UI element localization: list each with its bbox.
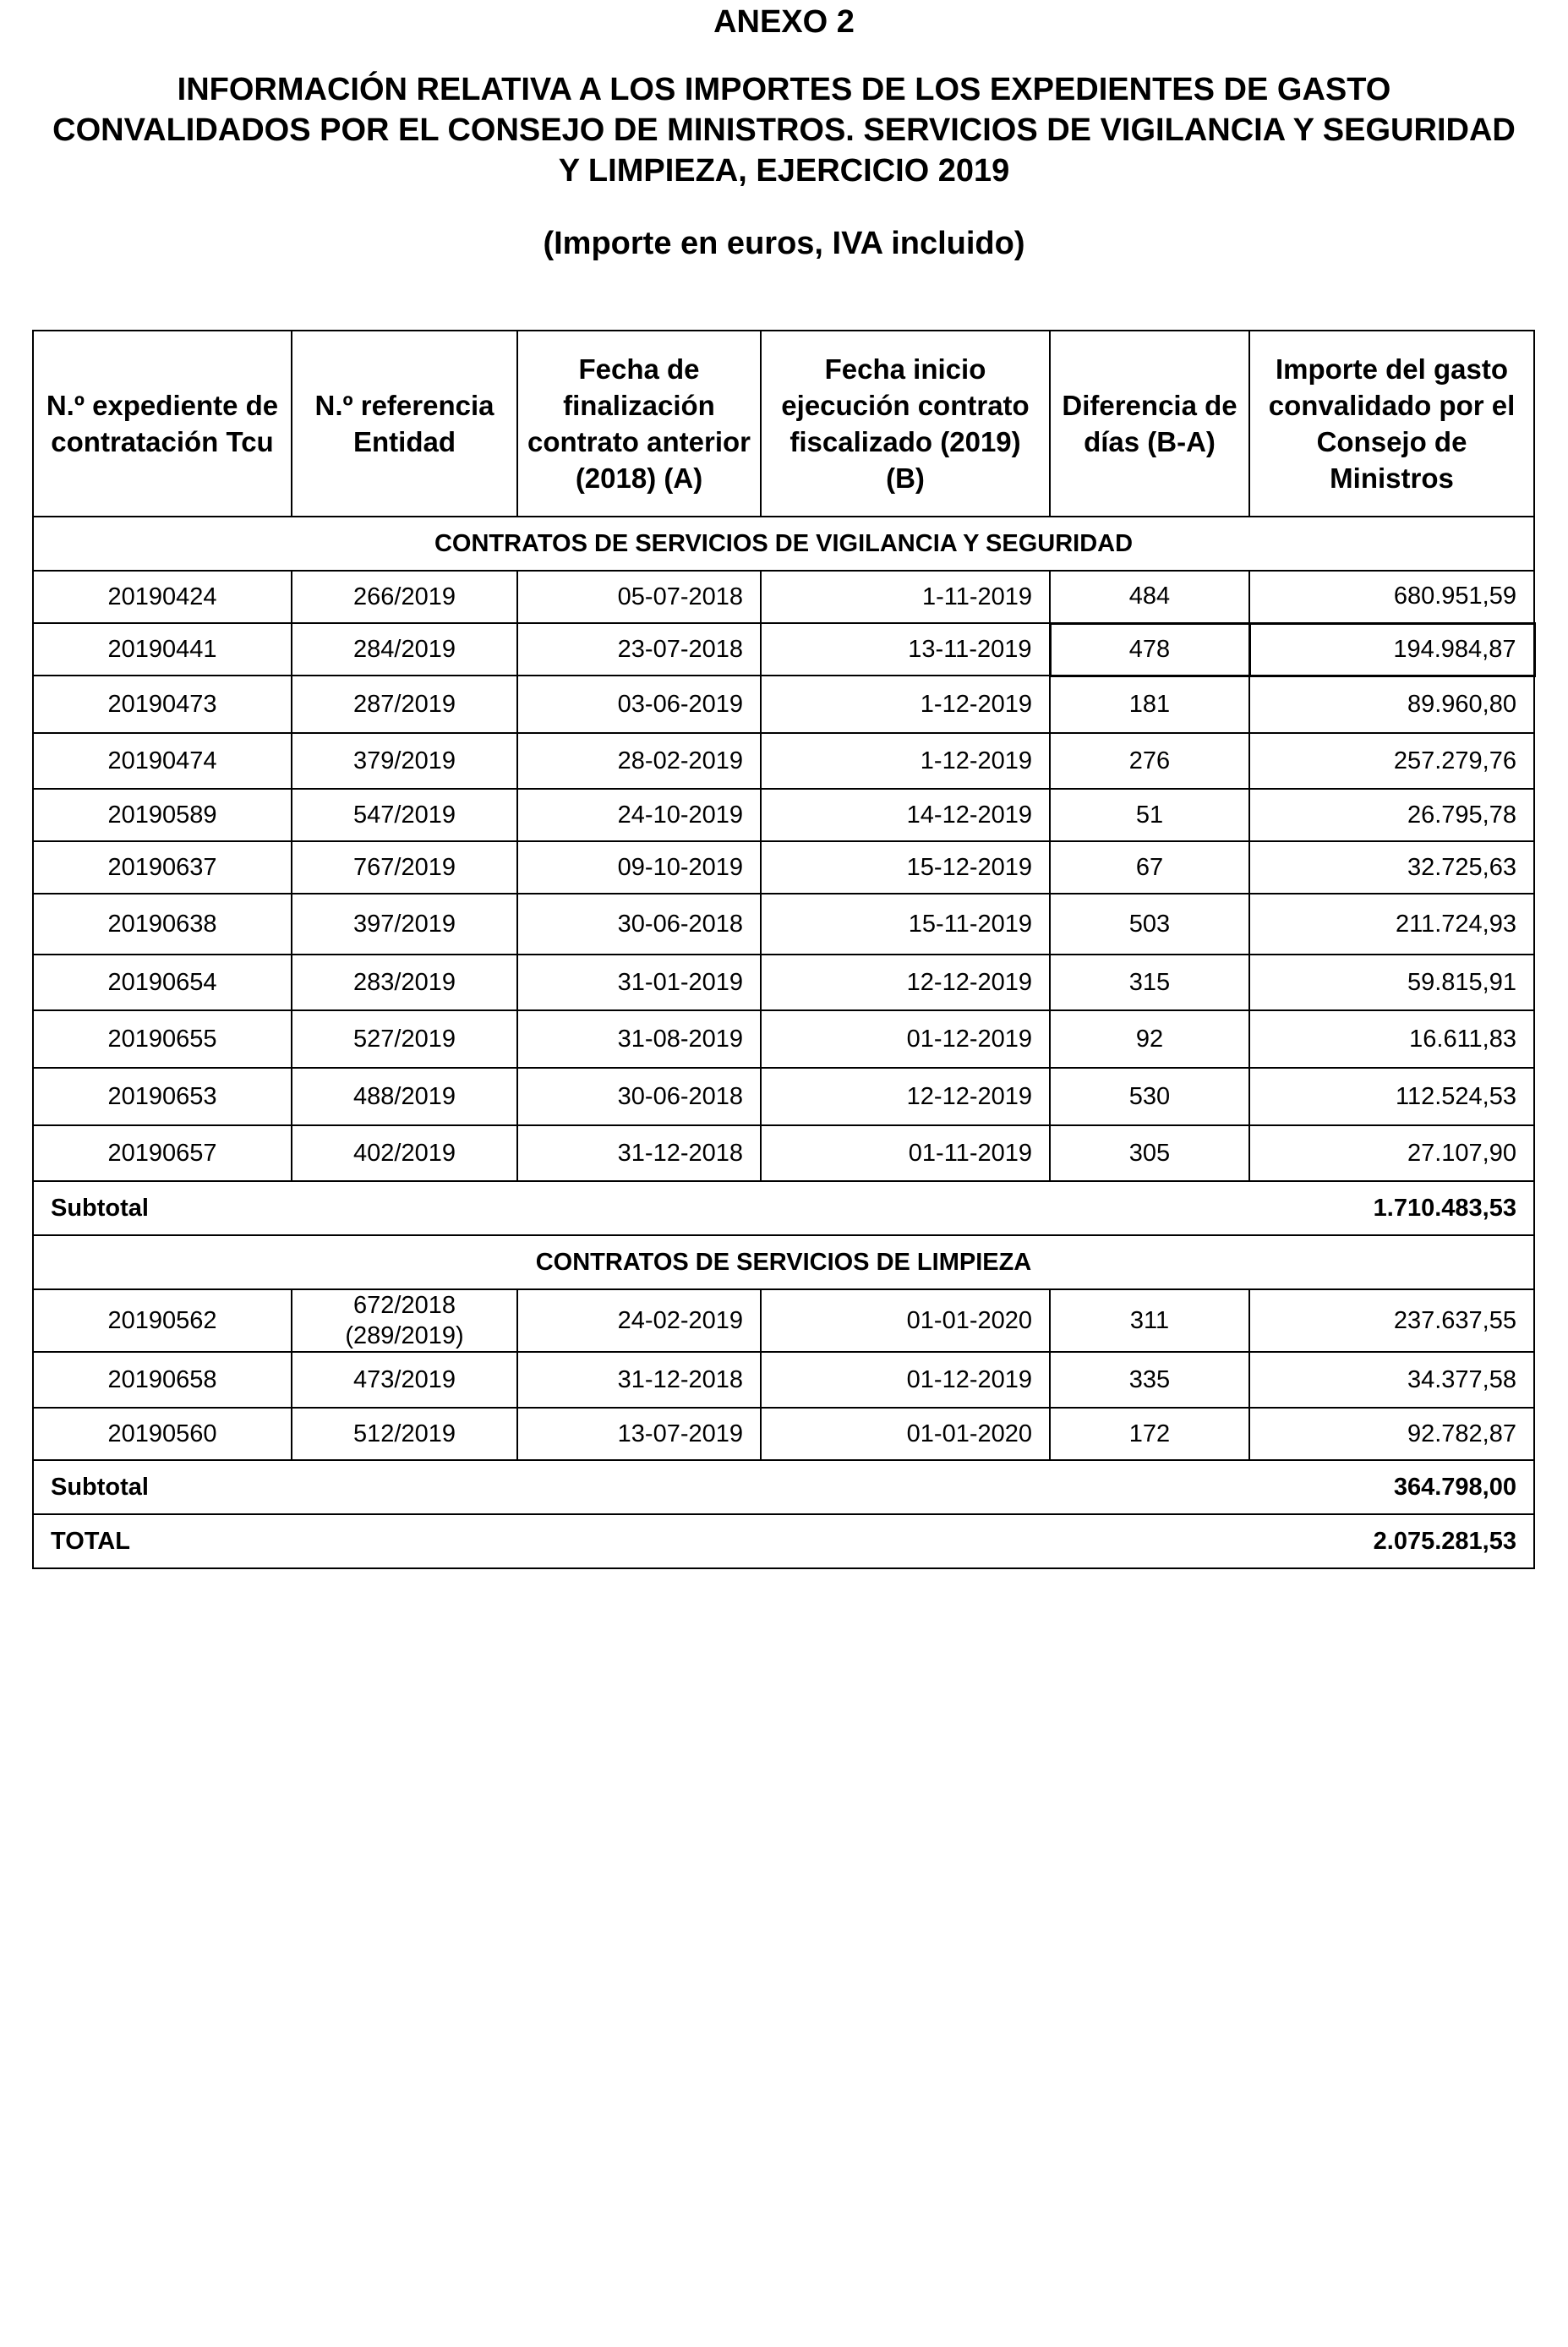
annex-title: ANEXO 2 <box>713 4 855 40</box>
table-row <box>33 571 1534 623</box>
table-row <box>33 1408 1534 1460</box>
table-row <box>33 733 1534 789</box>
cell-diferencia-dias: 335 <box>1050 1352 1249 1408</box>
cell-expediente: 20190657 <box>33 1125 292 1181</box>
cell-fecha-fin: 31-12-2018 <box>517 1352 761 1408</box>
cell-diferencia-dias: 276 <box>1050 733 1249 789</box>
cell-fecha-fin: 24-02-2019 <box>517 1289 761 1352</box>
section-heading-row <box>33 517 1534 571</box>
cell-referencia: 287/2019 <box>292 676 517 733</box>
subtotal-row <box>33 1181 1534 1235</box>
cell-diferencia-dias: 478 <box>1050 623 1249 676</box>
cell-expediente: 20190658 <box>33 1352 292 1408</box>
table-row <box>33 955 1534 1010</box>
table-row <box>33 1125 1534 1181</box>
header-diferencia-dias: Diferencia de días (B-A) <box>1050 331 1249 517</box>
table-row <box>33 676 1534 733</box>
cell-fecha-inicio: 13-11-2019 <box>761 623 1050 676</box>
subtotal-label: Subtotal <box>33 1181 761 1235</box>
cell-fecha-inicio: 01-12-2019 <box>761 1352 1050 1408</box>
cell-fecha-inicio: 01-12-2019 <box>761 1010 1050 1068</box>
cell-expediente: 20190638 <box>33 894 292 955</box>
table-row <box>33 1289 1534 1352</box>
cell-importe: 89.960,80 <box>1249 676 1534 733</box>
cell-fecha-fin: 31-12-2018 <box>517 1125 761 1181</box>
table-row <box>33 1352 1534 1408</box>
cell-referencia-line-1: 672/2018 <box>353 1292 456 1319</box>
cell-importe: 59.815,91 <box>1249 955 1534 1010</box>
cell-diferencia-dias: 67 <box>1050 841 1249 894</box>
cell-fecha-inicio: 15-12-2019 <box>761 841 1050 894</box>
cell-referencia: 527/2019 <box>292 1010 517 1068</box>
cell-fecha-fin: 24-10-2019 <box>517 789 761 841</box>
cell-expediente: 20190589 <box>33 789 292 841</box>
document-title: INFORMACIÓN RELATIVA A LOS IMPORTES DE LOS EXPEDIENTES DE GASTO CONVALIDADOS POR EL CONSEJO DE MINISTROS. SERVICIOS DE VIGILANCIA Y SEGURIDAD Y LIMPIEZA, EJERCICIO 2019 <box>52 72 1516 189</box>
cell-expediente: 20190655 <box>33 1010 292 1068</box>
cell-importe: 112.524,53 <box>1249 1068 1534 1125</box>
cell-expediente: 20190441 <box>33 623 292 676</box>
cell-expediente: 20190474 <box>33 733 292 789</box>
cell-fecha-fin: 31-01-2019 <box>517 955 761 1010</box>
cell-importe: 257.279,76 <box>1249 733 1534 789</box>
cell-referencia: 283/2019 <box>292 955 517 1010</box>
cell-expediente: 20190654 <box>33 955 292 1010</box>
cell-referencia: 397/2019 <box>292 894 517 955</box>
header-fecha-fin: Fecha de finalización contrato anterior (2018) (A) <box>517 331 761 517</box>
cell-importe: 680.951,59 <box>1249 571 1534 623</box>
subtotal-label: Subtotal <box>33 1460 761 1514</box>
section-heading-row <box>33 1235 1534 1289</box>
cell-diferencia-dias: 503 <box>1050 894 1249 955</box>
cell-expediente: 20190473 <box>33 676 292 733</box>
cell-importe: 34.377,58 <box>1249 1352 1534 1408</box>
cell-importe: 92.782,87 <box>1249 1408 1534 1460</box>
cell-fecha-inicio: 01-01-2020 <box>761 1408 1050 1460</box>
cell-importe: 26.795,78 <box>1249 789 1534 841</box>
cell-diferencia-dias: 315 <box>1050 955 1249 1010</box>
cell-referencia: 767/2019 <box>292 841 517 894</box>
cell-importe: 16.611,83 <box>1249 1010 1534 1068</box>
cell-referencia <box>292 1289 517 1352</box>
cell-expediente: 20190424 <box>33 571 292 623</box>
cell-fecha-inicio: 15-11-2019 <box>761 894 1050 955</box>
subtotal-amount: 1.710.483,53 <box>761 1181 1534 1235</box>
cell-fecha-inicio: 01-11-2019 <box>761 1125 1050 1181</box>
section-title: CONTRATOS DE SERVICIOS DE VIGILANCIA Y SEGURIDAD <box>33 517 1534 571</box>
table-row <box>33 1068 1534 1125</box>
header-importe: Importe del gasto convalidado por el Consejo de Ministros <box>1249 331 1534 517</box>
cell-diferencia-dias: 51 <box>1050 789 1249 841</box>
cell-referencia: 547/2019 <box>292 789 517 841</box>
table-row <box>33 1010 1534 1068</box>
cell-diferencia-dias: 311 <box>1050 1289 1249 1352</box>
cell-diferencia-dias: 92 <box>1050 1010 1249 1068</box>
header-referencia: N.º referencia Entidad <box>292 331 517 517</box>
total-row <box>33 1514 1534 1568</box>
table-row <box>33 894 1534 955</box>
cell-fecha-inicio: 12-12-2019 <box>761 955 1050 1010</box>
cell-fecha-fin: 31-08-2019 <box>517 1010 761 1068</box>
cell-expediente: 20190653 <box>33 1068 292 1125</box>
cell-referencia: 284/2019 <box>292 623 517 676</box>
cell-diferencia-dias: 530 <box>1050 1068 1249 1125</box>
cell-expediente: 20190562 <box>33 1289 292 1352</box>
cell-fecha-inicio: 12-12-2019 <box>761 1068 1050 1125</box>
cell-referencia: 488/2019 <box>292 1068 517 1125</box>
cell-fecha-fin: 03-06-2019 <box>517 676 761 733</box>
cell-fecha-inicio: 1-11-2019 <box>761 571 1050 623</box>
cell-referencia: 473/2019 <box>292 1352 517 1408</box>
table-header-row <box>33 331 1534 517</box>
cell-diferencia-dias: 172 <box>1050 1408 1249 1460</box>
cell-expediente: 20190637 <box>33 841 292 894</box>
cell-expediente: 20190560 <box>33 1408 292 1460</box>
cell-importe: 211.724,93 <box>1249 894 1534 955</box>
header-fecha-inicio: Fecha inicio ejecución contrato fiscalizado (2019) (B) <box>761 331 1050 517</box>
cell-diferencia-dias: 305 <box>1050 1125 1249 1181</box>
total-amount: 2.075.281,53 <box>761 1514 1534 1568</box>
subtotal-amount: 364.798,00 <box>761 1460 1534 1514</box>
cell-importe: 194.984,87 <box>1249 623 1534 676</box>
cell-fecha-inicio: 1-12-2019 <box>761 733 1050 789</box>
table-row <box>33 789 1534 841</box>
cell-fecha-fin: 09-10-2019 <box>517 841 761 894</box>
cell-referencia-line-2: (289/2019) <box>345 1322 464 1349</box>
subtotal-row <box>33 1460 1534 1514</box>
cell-diferencia-dias: 181 <box>1050 676 1249 733</box>
cell-referencia: 512/2019 <box>292 1408 517 1460</box>
cell-referencia: 379/2019 <box>292 733 517 789</box>
cell-referencia: 402/2019 <box>292 1125 517 1181</box>
cell-fecha-fin: 13-07-2019 <box>517 1408 761 1460</box>
cell-fecha-inicio: 14-12-2019 <box>761 789 1050 841</box>
cell-referencia: 266/2019 <box>292 571 517 623</box>
table-row <box>33 841 1534 894</box>
table-row <box>33 623 1534 676</box>
cell-fecha-inicio: 1-12-2019 <box>761 676 1050 733</box>
header-expediente: N.º expediente de contratación Tcu <box>33 331 292 517</box>
cell-importe: 237.637,55 <box>1249 1289 1534 1352</box>
cell-fecha-fin: 30-06-2018 <box>517 894 761 955</box>
cell-fecha-fin: 23-07-2018 <box>517 623 761 676</box>
cell-fecha-fin: 28-02-2019 <box>517 733 761 789</box>
cell-diferencia-dias: 484 <box>1050 571 1249 623</box>
cell-fecha-inicio: 01-01-2020 <box>761 1289 1050 1352</box>
section-title: CONTRATOS DE SERVICIOS DE LIMPIEZA <box>33 1235 1534 1289</box>
total-label: TOTAL <box>33 1514 761 1568</box>
cell-fecha-fin: 05-07-2018 <box>517 571 761 623</box>
cell-importe: 27.107,90 <box>1249 1125 1534 1181</box>
cell-importe: 32.725,63 <box>1249 841 1534 894</box>
document-subtitle: (Importe en euros, IVA incluido) <box>543 226 1025 261</box>
cell-fecha-fin: 30-06-2018 <box>517 1068 761 1125</box>
expedientes-table <box>32 330 1536 1569</box>
